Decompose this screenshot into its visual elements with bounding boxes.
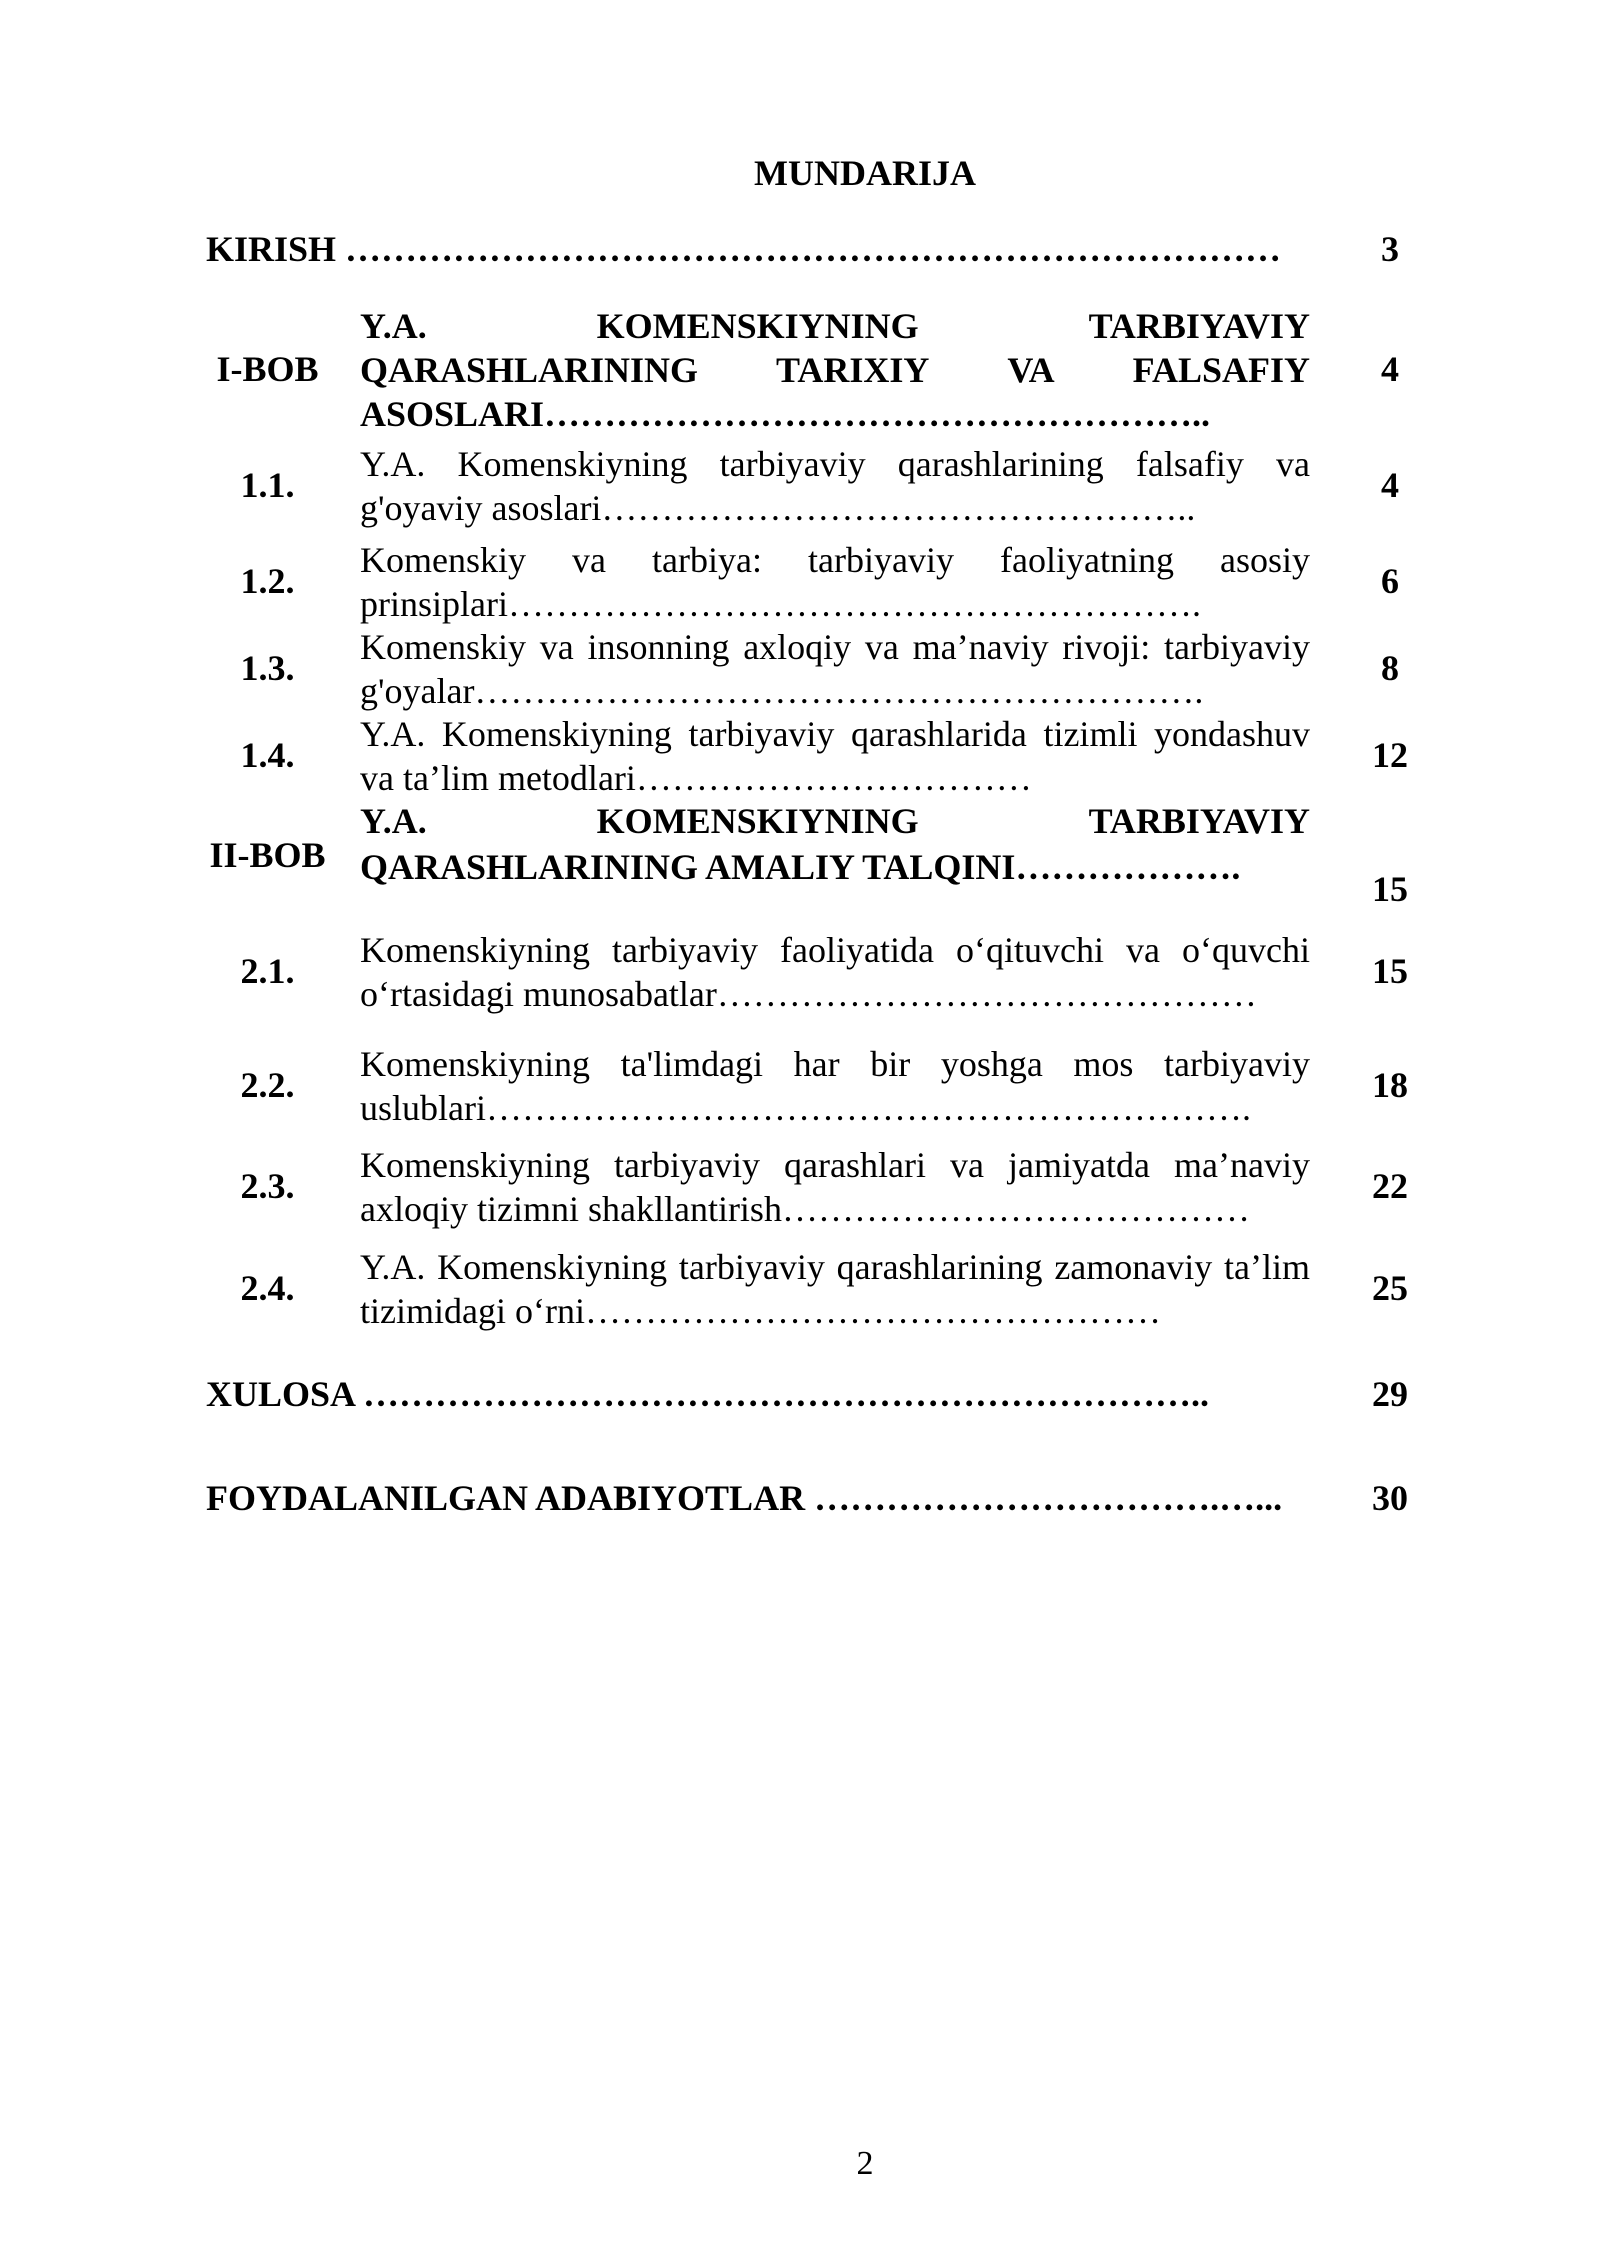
toc-page: 3 xyxy=(1381,229,1399,269)
section-number: 1.2. xyxy=(240,561,295,601)
toc-label: FOYDALANILGAN ADABIYOTLAR …………………………….…... xyxy=(206,1478,1283,1518)
section-number: 2.1. xyxy=(240,951,295,991)
chapter-title: Y.A. KOMENSKIYNING TARBIYAVIY QARASHLARINING AMALIY TALQINI………………. xyxy=(360,801,1310,887)
section-title: Komenskiyning tarbiyaviy faoliyatida o‘qituvchi va o‘quvchi o‘rtasidagi munosabatlar……………………………………… xyxy=(360,930,1310,1014)
section-number: 2.2. xyxy=(240,1065,295,1105)
section-title: Y.A. Komenskiyning tarbiyaviy qarashlarida tizimli yondashuv va ta’lim metodlari…………………………… xyxy=(360,714,1310,798)
section-title: Komenskiyning ta'limdagi har bir yoshga mos tarbiyaviy uslublari………………………………………………………. xyxy=(360,1044,1310,1128)
toc-page: 8 xyxy=(1381,648,1399,688)
section-title: Y.A. Komenskiyning tarbiyaviy qarashlarining falsafiy va g'oyaviy asoslari………………………………………….. xyxy=(360,444,1310,528)
chapter-number: II-BOB xyxy=(209,835,326,875)
section-number: 2.4. xyxy=(240,1268,295,1308)
section-title: Komenskiy va tarbiya: tarbiyaviy faoliyatning asosiy prinsiplari…………………………………………………. xyxy=(360,540,1310,624)
toc-page: 4 xyxy=(1381,465,1399,505)
chapter-number: I-BOB xyxy=(216,349,319,389)
toc-page: 4 xyxy=(1381,349,1399,389)
section-title: Komenskiy va insonning axloqiy va ma’naviy rivoji: tarbiyaviy g'oyalar……………………………………………………. xyxy=(360,627,1310,711)
toc-page: 15 xyxy=(1372,869,1408,909)
section-number: 1.3. xyxy=(240,648,295,688)
toc-label: KIRISH …………………………………………………………………… xyxy=(206,229,1282,269)
toc-page: 30 xyxy=(1372,1478,1408,1518)
toc-page: 12 xyxy=(1372,735,1408,775)
toc-page: 6 xyxy=(1381,561,1399,601)
toc-page: 15 xyxy=(1372,951,1408,991)
section-number: 1.1. xyxy=(240,465,295,505)
toc-page: 29 xyxy=(1372,1374,1408,1414)
toc-page: 25 xyxy=(1372,1268,1408,1308)
toc-label: XULOSA …………………………………………………………….. xyxy=(206,1374,1210,1414)
toc-page: 22 xyxy=(1372,1166,1408,1206)
chapter-title: Y.A. KOMENSKIYNING TARBIYAVIY QARASHLARINING TARIXIY VA FALSAFIY ASOSLARI……………………………………………….. xyxy=(360,306,1310,434)
page-number: 2 xyxy=(856,2145,874,2182)
section-title: Y.A. Komenskiyning tarbiyaviy qarashlarining zamonaviy ta’lim tizimidagi o‘rni………………………………………… xyxy=(360,1247,1310,1331)
page-title: MUNDARIJA xyxy=(754,153,976,193)
section-number: 2.3. xyxy=(240,1166,295,1206)
section-number: 1.4. xyxy=(240,735,295,775)
section-title: Komenskiyning tarbiyaviy qarashlari va jamiyatda ma’naviy axloqiy tizimni shakllantirish………………………………… xyxy=(360,1145,1310,1229)
toc-page: 18 xyxy=(1372,1065,1408,1105)
